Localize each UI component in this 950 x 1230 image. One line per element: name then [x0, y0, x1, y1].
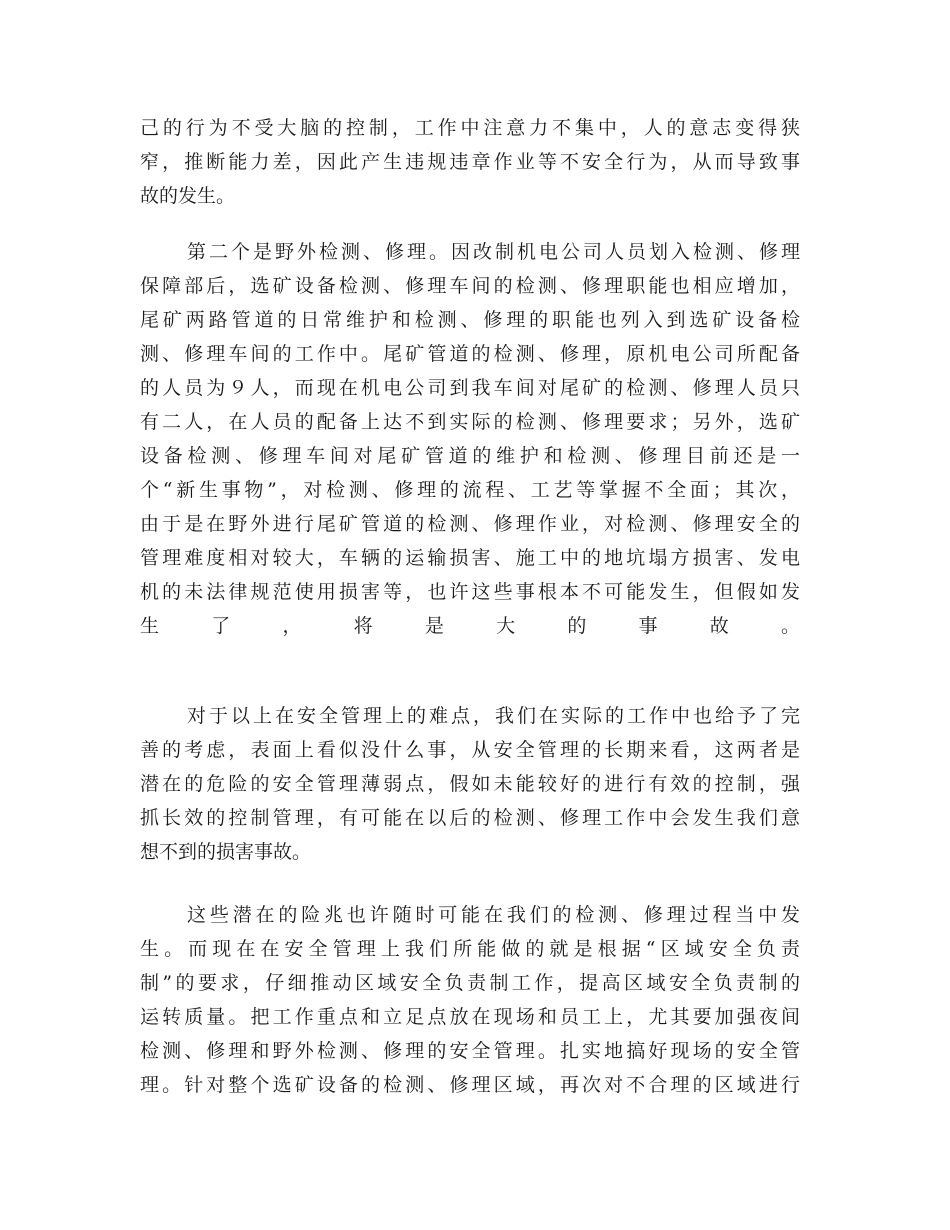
paragraph-1-line-2: 窄，推断能力差，因此产生违规违章作业等不安全行为，从而导致事	[140, 151, 800, 173]
paragraph-2-line-4: 测、修理车间的工作中。尾矿管道的检测、修理，原机电公司所配备	[140, 343, 800, 365]
paragraph-4-line-1: 这些潜在的险兆也许随时可能在我们的检测、修理过程当中发	[187, 904, 800, 926]
paragraph-2-line-3: 尾矿两路管道的日常维护和检测、修理的职能也列入到选矿设备检	[140, 309, 800, 331]
paragraph-2-line-8: 个“新生事物”，对检测、修理的流程、工艺等掌握不全面；其次，	[140, 479, 800, 501]
paragraph-1-line-1: 己的行为不受大脑的控制，工作中注意力不集中，人的意志变得狭	[140, 117, 800, 139]
paragraph-4-line-3: 制”的要求，仔细推动区域安全负责制工作，提高区域安全负责制的	[140, 972, 800, 994]
paragraph-3-line-1: 对于以上在安全管理上的难点，我们在实际的工作中也给予了完	[187, 705, 800, 727]
paragraph-1-line-3: 故的发生。	[140, 185, 236, 207]
paragraph-3-line-5: 想不到的损害事故。	[140, 841, 312, 863]
paragraph-2-line-2: 保障部后，选矿设备检测、修理车间的检测、修理职能也相应增加，	[140, 275, 800, 297]
paragraph-2-line-7: 设备检测、修理车间对尾矿管道的维护和检测、修理目前还是一	[140, 445, 800, 467]
paragraph-3-line-3: 潜在的危险的安全管理薄弱点，假如未能较好的进行有效的控制，强	[140, 773, 800, 795]
paragraph-3-line-2: 善的考虑，表面上看似没什么事，从安全管理的长期来看，这两者是	[140, 739, 800, 761]
paragraph-2-line-9: 由于是在野外进行尾矿管道的检测、修理作业，对检测、修理安全的	[140, 513, 800, 535]
paragraph-2-line-13	[140, 643, 800, 677]
paragraph-3-line-4: 抓长效的控制管理，有可能在以后的检测、修理工作中会发生我们意	[140, 807, 800, 829]
paragraph-2-line-10: 管理难度相对较大，车辆的运输损害、施工中的地坑塌方损害、发电	[140, 547, 800, 569]
paragraph-4-line-4: 运转质量。把工作重点和立足点放在现场和员工上，尤其要加强夜间	[140, 1006, 800, 1028]
paragraph-4-line-6: 理。针对整个选矿设备的检测、修理区域，再次对不合理的区域进行	[140, 1074, 800, 1096]
paragraph-2-line-12: 生了，将是大的事故。	[140, 615, 800, 637]
paragraph-2-line-11: 机的未法律规范使用损害等，也许这些事根本不可能发生，但假如发	[140, 581, 800, 603]
paragraph-4-line-5: 检测、修理和野外检测、修理的安全管理。扎实地搞好现场的安全管	[140, 1040, 800, 1062]
paragraph-2-line-6: 有二人，在人员的配备上达不到实际的检测、修理要求；另外，选矿	[140, 411, 800, 433]
paragraph-4-line-2: 生。而现在在安全管理上我们所能做的就是根据“区域安全负责	[140, 938, 800, 960]
paragraph-2-line-1: 第二个是野外检测、修理。因改制机电公司人员划入检测、修理	[187, 241, 800, 263]
paragraph-2-line-5: 的人员为９人，而现在机电公司到我车间对尾矿的检测、修理人员只	[140, 377, 800, 399]
